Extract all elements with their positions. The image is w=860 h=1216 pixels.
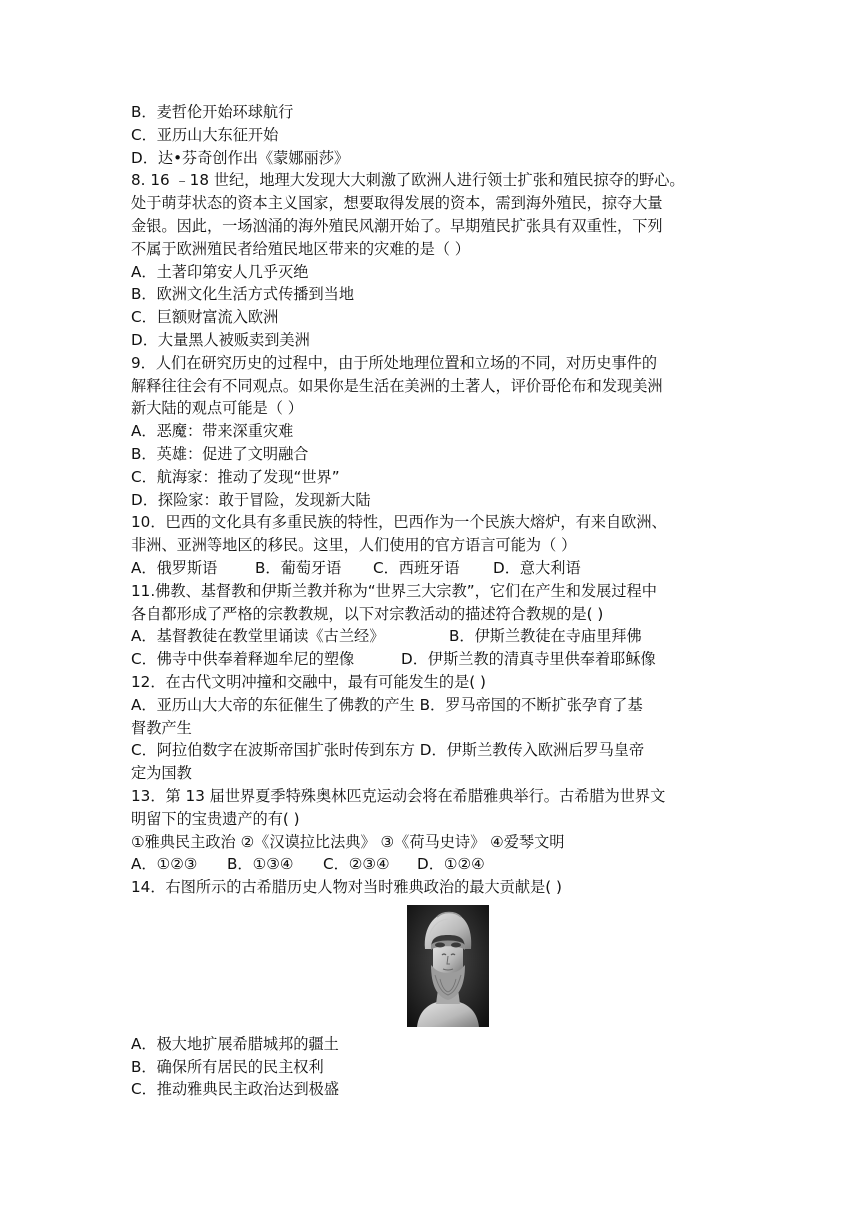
q10-stem-line: 非洲、亚洲等地区的移民。这里，人们使用的官方语言可能为（ ） — [131, 536, 577, 555]
q8-stem-line: 8. 16 ﹣18 世纪，地理大发现大大刺激了欧洲人进行领士扩张和殖民掠夺的野心。 — [131, 171, 685, 190]
q7-option-d: D．达•芬奇创作出《蒙娜丽莎》 — [131, 148, 350, 167]
q10-options-row — [131, 557, 735, 580]
q13-option-a: A．①②③ — [131, 855, 198, 874]
q13-options-row — [131, 853, 735, 876]
q10-stem-line: 10．巴西的文化具有多重民族的特性，巴西作为一个民族大熔炉，有来自欧洲、 — [131, 513, 667, 532]
q13-stem-line: 明留下的宝贵遗产的有( ) — [131, 809, 300, 828]
pericles-bust-image — [407, 905, 489, 1027]
q8-stem-line: 处于萌芽状态的资本主义国家，想要取得发展的资本，需到海外殖民，掠夺大量 — [131, 194, 663, 213]
q11-options-row — [131, 625, 735, 648]
q14-option-b: B．确保所有居民的民主权利 — [131, 1057, 324, 1076]
q11-options-row — [131, 648, 735, 671]
q13-option-b: B．①③④ — [227, 855, 294, 874]
q9-stem-line: 新大陆的观点可能是（ ） — [131, 399, 303, 418]
q10-option-d: D．意大利语 — [493, 558, 581, 577]
q10-option-b: B．葡萄牙语 — [255, 558, 342, 577]
q10-option-c: C．西班牙语 — [373, 558, 460, 577]
q12-stem-line: 12．在古代文明冲撞和交融中，最有可能发生的是( ) — [131, 672, 486, 691]
q12-option-line: C．阿拉伯数字在波斯帝国扩张时传到东方 D．伊斯兰教传入欧洲后罗马皇帝 — [131, 741, 645, 760]
q11-option-c: C．佛寺中供奉着释迦牟尼的塑像 — [131, 650, 355, 669]
q13-option-c: C．②③④ — [323, 855, 390, 874]
q13-items-line: ①雅典民主政治 ②《汉谟拉比法典》 ③《荷马史诗》 ④爱琴文明 — [131, 832, 565, 851]
q11-stem-line: 各自都形成了严格的宗教教规，以下对宗教活动的描述符合教规的是( ) — [131, 604, 604, 623]
q9-stem-line: 9．人们在研究历史的过程中，由于所处地理位置和立场的不同，对历史事件的 — [131, 353, 658, 372]
q7-option-c: C．亚历山大东征开始 — [131, 125, 279, 144]
q9-option-b: B．英雄：促进了文明融合 — [131, 444, 309, 463]
q8-option-b: B．欧洲文化生活方式传播到当地 — [131, 285, 355, 304]
q11-option-d: D．伊斯兰教的清真寺里供奉着耶稣像 — [401, 650, 656, 669]
q12-option-line: 定为国教 — [131, 764, 192, 783]
q14-option-c: C．推动雅典民主政治达到极盛 — [131, 1080, 340, 1099]
pericles-bust-icon — [407, 905, 489, 1027]
q11-option-b: B．伊斯兰教徒在寺庙里拜佛 — [449, 627, 642, 646]
q14-option-a: A．极大地扩展希腊城邦的疆土 — [131, 1034, 339, 1053]
q12-option-line: 督教产生 — [131, 718, 192, 737]
exam-page — [131, 101, 735, 1101]
q8-stem-line: 不属于欧洲殖民者给殖民地区带来的灾难的是（ ） — [131, 239, 470, 258]
q9-option-a: A．恶魔：带来深重灾难 — [131, 422, 294, 441]
q11-stem-line: 11.佛教、基督教和伊斯兰教并称为“世界三大宗教”，它们在产生和发展过程中 — [131, 581, 657, 600]
q8-option-c: C．巨额财富流入欧洲 — [131, 308, 279, 327]
q11-option-a: A．基督教徒在教堂里诵读《古兰经》 — [131, 627, 385, 646]
q8-option-a: A．土著印第安人几乎灭绝 — [131, 262, 309, 281]
q7-option-b: B．麦哲伦开始环球航行 — [131, 103, 294, 121]
q13-stem-line: 13．第 13 届世界夏季特殊奥林匹克运动会将在希腊雅典举行。古希腊为世界文 — [131, 786, 666, 805]
q9-stem-line: 解释往往会有不同观点。如果你是生活在美洲的土著人，评价哥伦布和发现美洲 — [131, 376, 663, 395]
q8-option-d: D．大量黑人被贩卖到美洲 — [131, 330, 310, 349]
q12-option-line: A．亚历山大大帝的东征催生了佛教的产生 B．罗马帝国的不断扩张孕育了基 — [131, 695, 643, 714]
q9-option-d: D．探险家：敢于冒险，发现新大陆 — [131, 490, 371, 509]
q10-option-a: A．俄罗斯语 — [131, 558, 218, 577]
q8-stem-line: 金银。因此，一场汹涌的海外殖民风潮开始了。早期殖民扩张具有双重性，下列 — [131, 216, 663, 235]
q14-stem-line: 14．右图所示的古希腊历史人物对当时雅典政治的最大贡献是( ) — [131, 878, 562, 897]
q13-option-d: D．①②④ — [417, 855, 485, 874]
q9-option-c: C．航海家：推动了发现“世界” — [131, 467, 340, 486]
